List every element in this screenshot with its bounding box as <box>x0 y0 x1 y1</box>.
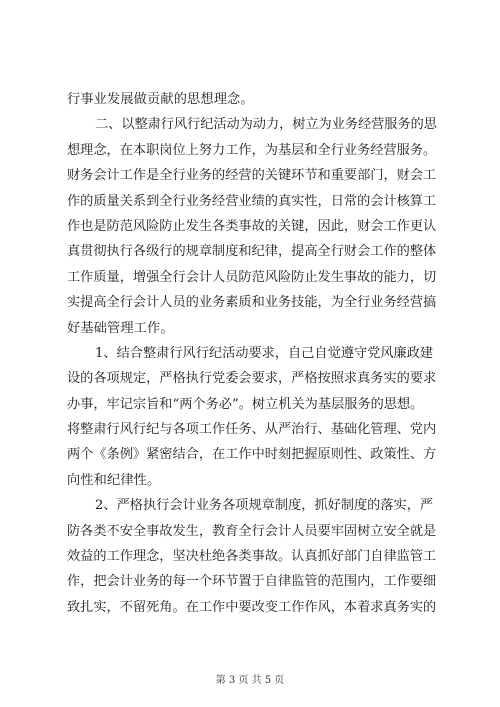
text-line: 实提高全行会计人员的业务素质和业务技能，为全行业务经营搞 <box>67 295 437 311</box>
text-line: 效益的工作理念，坚决杜绝各类事故。认真抓好部门自律监管工 <box>67 549 437 565</box>
text-line: 将整肃行风行纪与各项工作任务、从严治行、基础化管理、党内 <box>67 422 437 438</box>
text-line: 作也是防范风险防止发生各类事故的关键，因此，财会工作更认 <box>67 218 437 234</box>
text-line: 两个《条例》紧密结合，在工作中时刻把握原则性、政策性、方 <box>67 447 437 463</box>
text-line: 作的质量关系到全行业务经营业绩的真实性，日常的会计核算工 <box>67 193 437 209</box>
document-body <box>67 87 437 620</box>
text-line: 办事，牢记宗旨和“两个务必”。树立机关为基层服务的思想。 <box>67 396 424 412</box>
text-line: 致扎实，不留死角。在工作中要改变工作作风，本着求真务实的 <box>67 599 437 615</box>
text-line: 二、以整肃行风行纪活动为动力，树立为业务经营服务的思 <box>95 117 437 133</box>
text-line: 行事业发展做贡献的思想理念。 <box>67 92 254 107</box>
text-line: 设的各项规定，严格执行党委会要求，严格按照求真务实的要求 <box>67 371 437 387</box>
text-line: 财务会计工作是全行业务的经营的关键环节和重要部门，财会工 <box>67 168 437 184</box>
text-line: 2、严格执行会计业务各项规章制度，抓好制度的落实，严 <box>95 498 434 514</box>
text-line: 好基础管理工作。 <box>67 320 174 336</box>
page-footer: 第 3 页 共 5 页 <box>215 675 285 686</box>
text-line: 想理念，在本职岗位上努力工作，为基层和全行业务经营服务。 <box>67 142 437 158</box>
text-line: 向性和纪律性。 <box>67 472 161 488</box>
text-line: 1、结合整肃行风行纪活动要求，自己自觉遵守党风廉政建 <box>95 345 434 361</box>
text-line: 作，把会计业务的每一个环节置于自律监管的范围内，工作要细 <box>67 574 437 590</box>
text-line: 工作质量，增强全行会计人员防范风险防止发生事故的能力，切 <box>67 269 437 285</box>
text-line: 真贯彻执行各级行的规章制度和纪律，提高全行财会工作的整体 <box>67 244 437 260</box>
text-line: 防各类不安全事故发生，教育全行会计人员要牢固树立安全就是 <box>67 523 437 539</box>
